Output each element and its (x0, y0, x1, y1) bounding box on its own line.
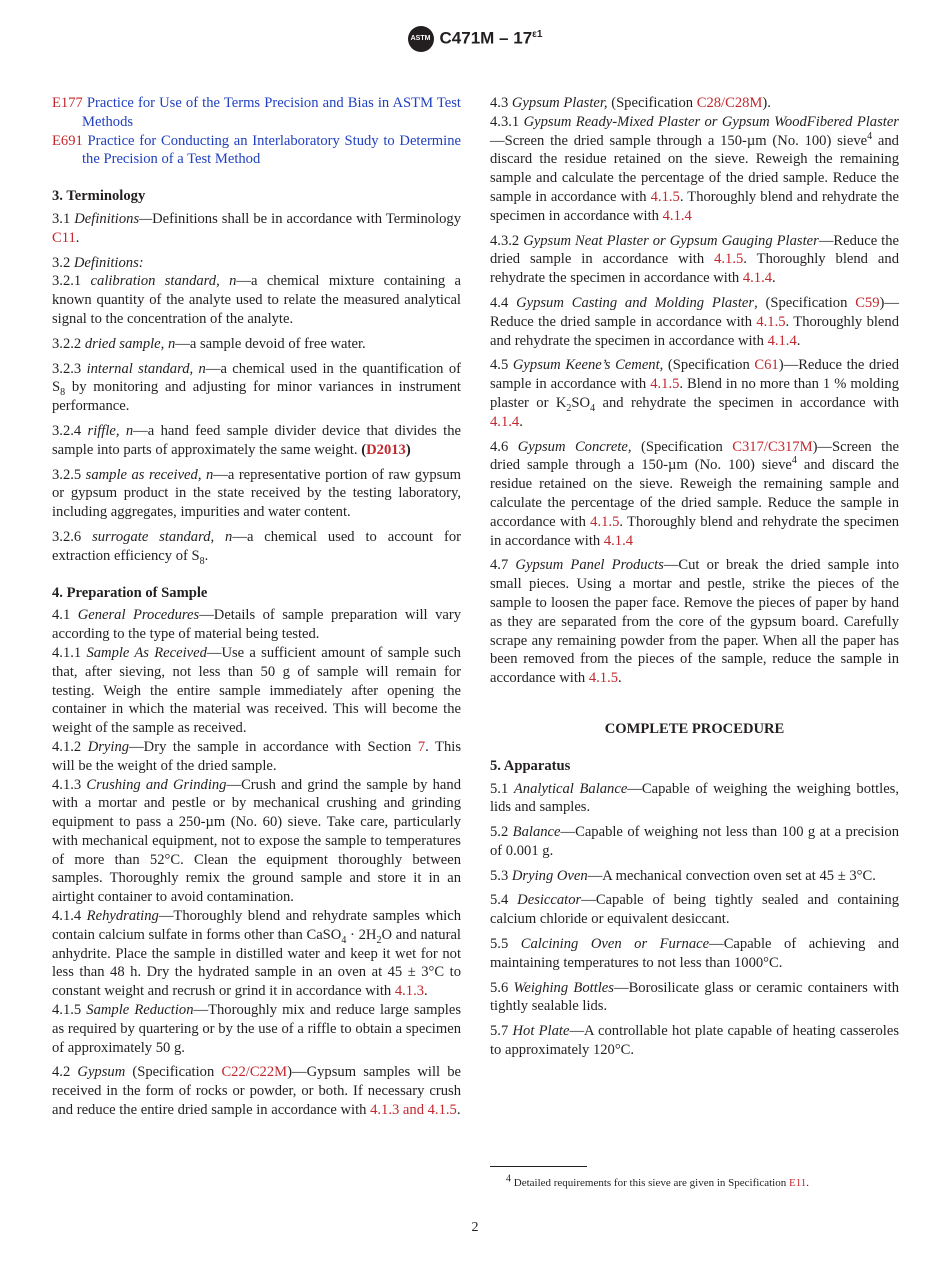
term-label: Gypsum Concrete (517, 438, 628, 455)
cross-reference-link[interactable]: D2013 (366, 441, 406, 458)
text-run: (Specification (125, 1064, 222, 1081)
cross-reference-link[interactable]: 4.1.5 (590, 513, 620, 530)
text-run: 3.2.6 (52, 528, 93, 545)
text-run: 4.1.4 (52, 908, 87, 925)
section-heading (52, 187, 461, 206)
text-run: (Specification (607, 95, 697, 111)
text-run: , (Specification (627, 438, 733, 455)
cross-reference-link[interactable]: C59 (855, 294, 880, 311)
term-label: General Procedures (77, 607, 200, 624)
paragraph (490, 94, 899, 113)
text-run: )—Reduce the dried sample in accordance with (490, 357, 900, 393)
text-run: ( (361, 441, 367, 458)
term-label: surrogate standard, n (92, 528, 233, 545)
text-run: 4.1.1 (52, 644, 87, 661)
epsilon-suffix: ε1 (532, 28, 543, 40)
term-label: Gypsum Casting and Molding Plaster (516, 294, 755, 311)
text-run: 4.1 (52, 607, 78, 624)
paragraph (52, 776, 461, 908)
text-run: O and natural anhydrite. Place the sample in distilled water and keep it wet for not less than 48 h. Dry the hydrated sample in an oven at 45 ± 3°C to constant weight and recrush or grind it in accordance with (52, 926, 461, 1000)
text-run: ) (405, 441, 411, 458)
text-run: 4 (791, 455, 797, 467)
cross-reference-link[interactable]: E691 (52, 132, 83, 149)
cross-reference-link[interactable]: 4.1.4 (490, 413, 520, 430)
text-run: )—Reduce the dried sample in accordance with (490, 294, 899, 330)
text-run: . This will be the weight of the dried sample. (52, 738, 462, 774)
term-label: Definitions: (73, 254, 144, 271)
term-label: Hot Plate (512, 1023, 570, 1040)
paragraph (52, 907, 461, 1001)
term-label: riffle, n (87, 422, 134, 439)
reference-entry (52, 132, 461, 170)
text-run: and discard the residue retained on the sieve. Reweigh the remaining sample and calculate the percentage of the dried sample. Reduce the sample in accordance with (490, 457, 899, 530)
term-label: Sample Reduction (86, 1002, 194, 1019)
footnote-text: Detailed requirements for this sieve are given in Specification (511, 1177, 789, 1189)
cross-reference-link[interactable]: E177 (52, 95, 83, 111)
text-run: . Thoroughly blend and rehydrate the specimen in accordance with (490, 513, 899, 549)
section-heading (52, 584, 461, 603)
paragraph (52, 254, 461, 273)
text-run: 4. Preparation of Sample (52, 584, 208, 601)
paragraph (490, 891, 899, 929)
paragraph (490, 823, 899, 861)
text-run: . (618, 670, 622, 687)
term-label: Weighing Bottles (513, 979, 614, 996)
term-label: Drying Oven (511, 867, 588, 884)
text-run: , (Specification (754, 294, 856, 311)
paragraph (52, 1063, 461, 1119)
cross-reference-link[interactable]: 4.1.4 (767, 332, 797, 349)
term-label: dried sample, n (84, 335, 176, 352)
footnote-mark: 4 (506, 1173, 511, 1185)
page-number: 2 (471, 1220, 479, 1235)
text-run: —Screen the dried sample through a 150-µm (No. 100) sieve (490, 132, 868, 149)
paragraph (490, 979, 899, 1017)
text-run: 4.3.1 (490, 113, 524, 130)
text-run: , (Specification (659, 357, 755, 374)
text-run: SO (571, 394, 591, 411)
text-run: 4.6 (490, 438, 518, 455)
term-label: internal standard, n (86, 360, 206, 377)
text-run: 5.1 (490, 780, 514, 797)
page-header (0, 26, 950, 52)
cross-reference-link[interactable]: C11 (52, 229, 76, 246)
cross-reference-link[interactable]: Practice for Conducting an Interlaboratory Study to Determine the Precision of a Test Method (82, 132, 461, 168)
text-run: Definitions shall be in accordance with Terminology (152, 210, 462, 227)
cross-reference-link[interactable]: 4.1.4 (603, 532, 634, 549)
footnote-divider (490, 1166, 587, 1167)
text-run: —Thoroughly mix and reduce large samples as required by quartering or by the use of a riffle to obtain a specimen of approximately 50 g. (52, 1002, 461, 1056)
term-label: Sample As Received (86, 644, 207, 661)
term-label: Calcining Oven or Furnace (520, 936, 710, 953)
text-run: 3.2.4 (52, 422, 88, 439)
paragraph (490, 556, 899, 688)
term-label: Gypsum Ready-Mixed Plaster or Gypsum WoodFibered Plaster (523, 113, 899, 130)
text-run: 3.1 (52, 210, 75, 227)
cross-reference-link[interactable]: 4.1.5 (714, 251, 744, 268)
text-run: . (75, 229, 80, 246)
text-run: . (204, 547, 209, 564)
text-run: 5. Apparatus (490, 757, 571, 774)
term-label: calibration standard, n (90, 273, 237, 290)
text-run: · 2H (346, 926, 377, 943)
text-run: —Dry the sample in accordance with Section (129, 738, 418, 755)
text-run: . (456, 1102, 461, 1119)
paragraph (52, 466, 461, 522)
paragraph (52, 360, 461, 416)
text-run: 4.1.5 (52, 1002, 87, 1019)
paragraph (490, 1022, 899, 1060)
term-label: Analytical Balance (513, 780, 628, 797)
text-run: . (772, 270, 776, 287)
cross-reference-link[interactable]: 4.1.3 (394, 983, 425, 1000)
text-run: 2 (566, 402, 572, 414)
text-run: 4.2 (52, 1064, 78, 1081)
cross-reference-link[interactable]: 4.1.5 (588, 670, 619, 687)
paragraph (52, 1001, 461, 1057)
text-run: 3.2 (52, 254, 74, 271)
cross-reference-link[interactable]: 4.1.3 and 4.1.5 (370, 1102, 457, 1119)
term-label: Gypsum Neat Plaster or Gypsum Gauging Plaster (523, 232, 819, 249)
footnote-link-e11[interactable]: E11 (788, 1177, 807, 1189)
paragraph (52, 528, 461, 566)
text-run: 8 (199, 555, 205, 567)
paragraph (52, 644, 461, 738)
paragraph (490, 356, 899, 431)
text-run: —Borosilicate glass or ceramic containers with tightly sealable lids. (490, 979, 899, 1015)
text-run: COMPLETE PROCEDURE (604, 720, 785, 737)
term-label: Definitions— (74, 210, 153, 227)
text-run: —a chemical used in the quantification of S (52, 360, 462, 396)
text-run: —A controllable hot plate capable of heating casseroles to approximately 120°C. (490, 1023, 900, 1059)
text-run: 3.2.1 (52, 273, 91, 290)
text-run: 4 (867, 130, 873, 142)
footnote (506, 1173, 810, 1189)
term-label: Crushing and Grinding (86, 776, 227, 793)
designation: C471M – 17 (439, 28, 533, 48)
text-run: . (424, 983, 428, 1000)
text-run: 4 (341, 934, 347, 946)
text-run: —a chemical mixture containing a known quantity of the analyte used to relate the measured analytical signal to the concentration of the analyte. (52, 273, 461, 327)
paragraph (490, 780, 899, 818)
text-run: . Blend in no more than 1 % molding plaster or K (490, 376, 899, 411)
section-heading (490, 757, 899, 776)
text-run: —a representative portion of raw gypsum or gypsum product in the state received by the testing laboratory, including aggregates, impurities and water content. (52, 466, 461, 521)
text-run: 4.3 (490, 95, 512, 111)
text-run: . (519, 413, 523, 430)
paragraph (490, 113, 899, 226)
text-run: . (796, 332, 801, 349)
paragraph (52, 738, 461, 776)
text-run: )—Screen the dried sample through a 150-µm (No. 100) sieve (490, 438, 899, 474)
paragraph (52, 606, 461, 644)
paragraph (490, 438, 899, 551)
reference-entry (52, 94, 461, 132)
text-run: —Use a sufficient amount of sample such that, after sieving, not less than 50 g of sample will remain for testing. Weigh the entire sample immediately after opening the container in which the material was received. This will become the weight of the sample as received. (52, 644, 461, 737)
paragraph (52, 272, 461, 328)
cross-reference-link[interactable]: C317/C317M (732, 438, 813, 455)
text-run: —Crush and grind the sample by hand with a mortar and pestle or by mechanical crushing and grinding equipment to pass a 250-µm (No. 60) sieve. Take care, particularly with mechanical equipment, not to expose the sample to temperatures of more than 52°C. Clean the equipment thoroughly between samples. Thoroughly remix the ground sample and store it in an airtight container to avoid contamination. (52, 776, 461, 906)
cross-reference-link[interactable]: 4.1.5 (650, 188, 680, 205)
text-run: 5.7 (490, 1023, 513, 1040)
text-run: —A mechanical convection oven set at 45 ± 3°C. (587, 867, 876, 884)
text-run: 5.5 (490, 936, 521, 953)
paragraph (52, 335, 461, 354)
text-run: by monitoring and adjusting for minor variances in instrument performance. (52, 379, 461, 415)
text-run: 4.3.2 (490, 232, 524, 249)
text-run: 3.2.2 (52, 335, 85, 352)
text-run: —Details of sample preparation will vary according to the type of material being tested. (52, 607, 461, 643)
term-label: Gypsum Panel Products (515, 557, 664, 574)
term-label: Gypsum (77, 1064, 126, 1081)
paragraph (52, 422, 461, 460)
cross-reference-link[interactable]: C61 (754, 357, 779, 374)
text-run: 4.7 (490, 557, 516, 574)
footnote-end: . (806, 1177, 810, 1189)
text-run: —Capable of being tightly sealed and containing calcium chloride or equivalent desiccant. (490, 892, 900, 928)
cross-reference-link[interactable]: 4.1.4 (742, 270, 773, 287)
term-label: Balance (512, 824, 561, 841)
section-heading (490, 720, 899, 739)
right-column (490, 94, 899, 1060)
text-run: 8 (60, 387, 66, 399)
text-run: . Thoroughly blend and rehydrate the specimen in accordance with (490, 188, 899, 224)
text-run: 3.2.5 (52, 466, 86, 483)
text-run: 5.4 (490, 892, 518, 909)
term-label: sample as received, n (85, 466, 214, 483)
cross-reference-link[interactable]: 7 (417, 738, 426, 755)
term-label: Drying (87, 738, 130, 755)
term-label: Rehydrating (86, 908, 159, 925)
cross-reference-link[interactable]: C22/C22M (221, 1064, 288, 1081)
text-run: —a sample devoid of free water. (175, 335, 366, 352)
text-run: 4.5 (490, 357, 513, 374)
paragraph (490, 294, 899, 350)
paragraph (490, 867, 899, 886)
text-run: —a chemical used to account for extraction efficiency of S (52, 528, 461, 564)
text-run: 3.2.3 (52, 360, 87, 377)
text-run: 5.6 (490, 979, 514, 996)
text-run: —Thoroughly blend and rehydrate samples which contain calcium sulfate in forms other than CaSO (52, 908, 461, 943)
cross-reference-link[interactable]: 4.1.5 (756, 313, 786, 330)
cross-reference-link[interactable]: C28/C28M (696, 95, 763, 111)
text-run: 2 (376, 934, 382, 946)
text-run: 4 (590, 402, 596, 414)
text-run: )—Gypsum samples will be received in the form of rocks or powder, or both. If necessary crush and reduce the entire dried sample in accordance with (52, 1064, 462, 1119)
term-label: Gypsum Plaster, (511, 95, 608, 111)
text-run: 3. Terminology (52, 188, 146, 205)
text-run: and discard the residue retained on the sieve. Reweigh the remaining sample and calculate the percentage of the dried sample. Reduce the sample in accordance with (490, 132, 899, 205)
text-run: 4.4 (490, 294, 517, 311)
text-run: —a hand feed sample divider device that divides the sample into parts of approximately the same weight. (52, 422, 461, 458)
cross-reference-link[interactable]: Practice for Use of the Terms Precision and Bias in ASTM Test Methods (82, 95, 461, 130)
term-label: Desiccator (517, 892, 582, 909)
text-run: —Reduce the dried sample in accordance with (490, 232, 899, 268)
text-run: ). (762, 95, 771, 111)
text-run: . Thoroughly blend and rehydrate the specimen in accordance with (490, 313, 899, 349)
text-run: —Capable of achieving and maintaining temperatures to not less than 1000°C. (490, 936, 900, 971)
paragraph (490, 935, 899, 973)
text-run: 4.1.2 (52, 738, 88, 755)
text-run: and rehydrate the specimen in accordance with (595, 394, 899, 411)
paragraph (490, 232, 899, 288)
text-run: 4.1.3 (52, 776, 87, 793)
cross-reference-link[interactable]: 4.1.4 (662, 207, 692, 224)
paragraph (52, 210, 461, 248)
text-run: 5.3 (490, 867, 512, 884)
text-run: —Capable of weighing the weighing bottles, lids and samples. (490, 780, 899, 816)
astm-logo: ASTM (408, 26, 434, 52)
text-run: —Cut or break the dried sample into small pieces. Using a mortar and pestle, strike the pieces of the sample to loosen the paper face. Remove the pieces of paper by hand as they are separated from the core of the gypsum board. Carefully scrape any remaining powder from the paper. When all the paper has been removed from the pieces of the sample, reduce the sample in accordance with (490, 557, 899, 687)
text-run: . Thoroughly blend and rehydrate the specimen in accordance with (490, 251, 900, 287)
left-column (52, 94, 461, 1120)
text-run: 5.2 (490, 824, 513, 841)
text-run: —Capable of weighing not less than 100 g at a precision of 0.001 g. (490, 824, 900, 859)
cross-reference-link[interactable]: 4.1.5 (650, 376, 680, 393)
term-label: Gypsum Keene’s Cement (512, 357, 660, 374)
